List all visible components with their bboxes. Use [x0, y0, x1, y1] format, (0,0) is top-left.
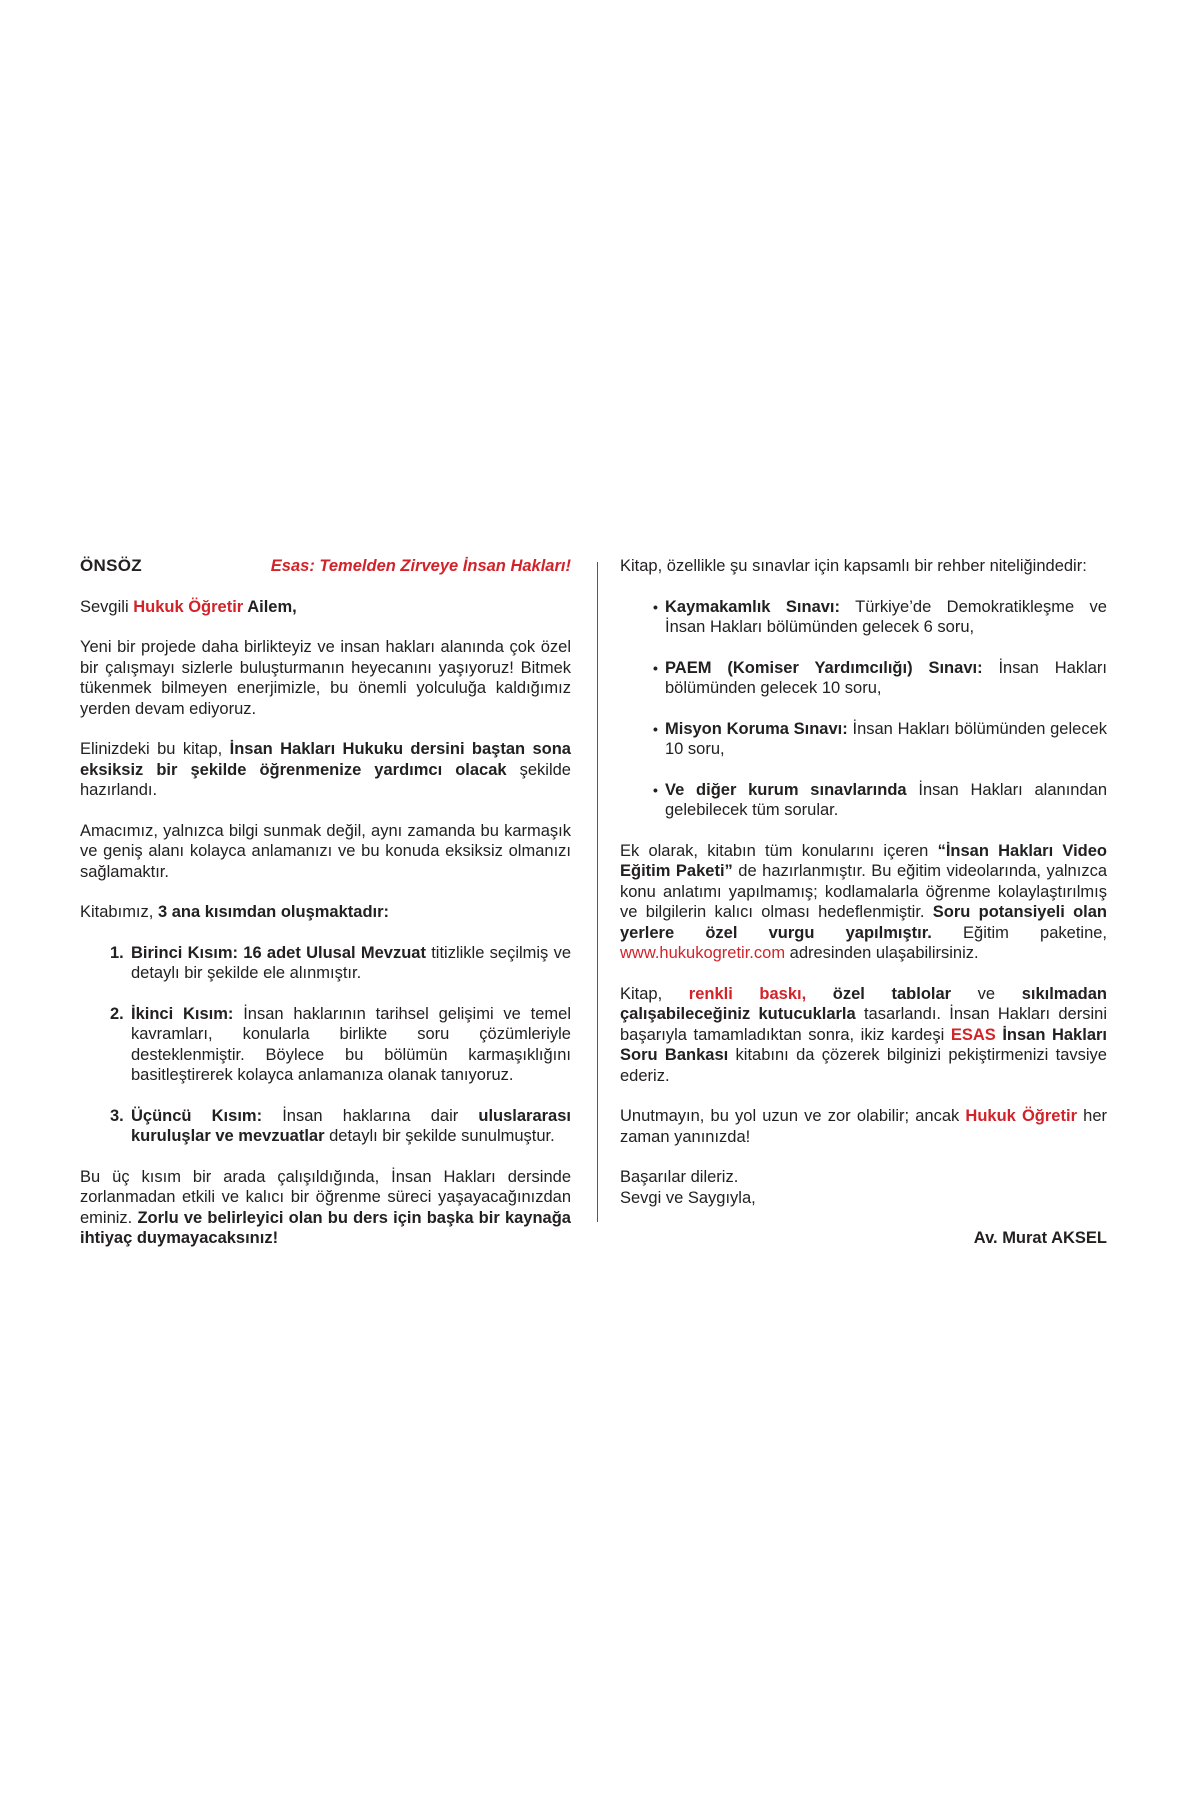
text-segment: İnsan Hakları bölümünden gelecek 10 soru,	[665, 719, 1107, 758]
sister-book-title: İnsan Hakları Soru Bankası	[620, 1025, 1107, 1064]
text-segment: titizlikle seçilmiş ve detaylı bir şekilde ele alınmıştır.	[131, 943, 571, 982]
brand-name: Hukuk Öğretir	[965, 1107, 1077, 1125]
bullet-item	[653, 597, 1107, 638]
exams-intro: Kitap, özellikle şu sınavlar için kapsamlı bir rehber niteliğindedir:	[620, 557, 1087, 575]
bold-segment: özel tablolar	[832, 984, 952, 1003]
page-title: ÖNSÖZ	[80, 556, 142, 575]
text-segment: adresinden ulaşabilirsiniz.	[785, 944, 979, 962]
list-item-text	[131, 1106, 571, 1147]
preface-header	[80, 556, 571, 577]
list-number: 1.	[110, 943, 124, 962]
sister-book-brand: ESAS	[950, 1025, 1003, 1044]
bold-segment: İnsan Hakları Hukuku dersini baştan sona eksiksiz bir şekilde öğrenmenize yardımcı olacak	[80, 740, 571, 779]
text-segment: İnsan Hakları bölümünden gelecek 10 soru,	[665, 658, 1107, 697]
bold-segment: “İnsan Hakları Video Eğitim Paketi”	[620, 841, 1107, 880]
list-item	[110, 1106, 571, 1147]
text-segment: İnsan Hakları alanından gelebilecek tüm sorular.	[665, 780, 1107, 819]
text-segment: Türkiye’de Demokratikleşme ve İnsan Hakları bölümünden gelecek 6 soru,	[665, 597, 1107, 636]
text-segment: ve	[951, 984, 1022, 1003]
exam-name: Kaymakamlık Sınavı:	[665, 597, 841, 616]
text-segment: Elinizdeki bu kitap,	[80, 740, 230, 758]
website-link[interactable]: www.hukukogretir.com	[620, 944, 786, 962]
paragraph-intro: Yeni bir projede daha birlikteyiz ve insan hakları alanında çok özel bir çalışmayı sizlerle buluşturmanın heyecanını yaşıyoruz! Bitmek tükenmek bilmeyen enerjimizle, bu önemli yolculuğa kaldığımız yerden devam ediyoruz.	[80, 638, 571, 718]
list-item	[110, 1004, 571, 1086]
list-number: 2.	[110, 1004, 124, 1023]
bold-segment: 3 ana kısımdan oluşmaktadır:	[157, 903, 390, 921]
paragraph-book	[80, 739, 571, 801]
list-item	[110, 943, 571, 984]
bullet-icon: •	[653, 781, 658, 798]
bullet-icon: •	[653, 720, 658, 737]
list-item-text	[131, 1004, 571, 1086]
book-tagline: Esas: Temelden Zirveye İnsan Hakları!	[270, 557, 571, 575]
text-segment: Kitap,	[620, 984, 689, 1003]
bullet-item-text	[665, 597, 1107, 638]
text-segment: de hazırlanmıştır. Bu eğitim videolarında, yalnızca konu anlatımı yapılmamış; kodlamalarla öğrenme kolaylaştırılmış ve bilgilerin kalıcı olması hedeflenmiştir.	[620, 862, 1107, 921]
farewell-line: Başarılar dileriz.	[620, 1168, 739, 1186]
author-signature: Av. Murat AKSEL	[973, 1229, 1107, 1247]
text-segment: her zaman yanınızda!	[620, 1107, 1107, 1146]
greeting-line	[80, 597, 571, 618]
exam-name: Misyon Koruma Sınavı:	[665, 719, 848, 738]
exam-name: PAEM (Komiser Yardımcılığı) Sınavı:	[665, 658, 983, 677]
exam-name: Ve diğer kurum sınavlarında	[665, 780, 907, 799]
paragraph-parts-lead	[80, 902, 571, 923]
bold-segment: sıkılmadan çalışabileceğiniz kutucuklarla	[620, 984, 1107, 1023]
text-segment: kitabını da çözerek bilginizi pekiştirmenizi tavsiye ederiz.	[620, 1046, 1107, 1085]
text-segment: Eğitim paketine,	[931, 923, 1108, 942]
text-segment: Bu üç kısım bir arada çalışıldığında, İnsan Hakları dersinde zorlanmadan etkili ve kalıcı bir öğrenme süreci yaşayacağınızdan eminiz.	[80, 1167, 571, 1227]
paragraph-closing	[80, 1167, 571, 1249]
exam-bullet-list	[620, 597, 1107, 821]
bullet-item	[653, 719, 1107, 760]
bold-segment: Soru potansiyeli olan yerlere özel vurgu yapılmıştır.	[620, 903, 1107, 942]
bullet-item	[653, 658, 1107, 699]
text-segment: tasarlandı. İnsan Hakları dersini başarıyla tamamladıktan sonra, ikiz kardeşi	[620, 1005, 1107, 1044]
bullet-item-text	[665, 780, 1107, 821]
numbered-list	[80, 943, 571, 1147]
bullet-icon: •	[653, 598, 658, 615]
bold-segment: uluslararası kuruluşlar ve mevzuatlar	[131, 1106, 571, 1145]
red-bold-segment: renkli baskı,	[688, 984, 833, 1003]
paragraph-video-package	[620, 841, 1107, 964]
greeting-post: Ailem,	[243, 597, 297, 616]
right-column	[620, 556, 1107, 1249]
paragraph-remember	[620, 1106, 1107, 1147]
farewell-block	[620, 1167, 1107, 1208]
bold-segment: Zorlu ve belirleyici olan bu ders için başka bir kaynağa ihtiyaç duymayacaksınız!	[80, 1208, 571, 1247]
column-divider	[597, 562, 598, 1222]
text-segment: Unutmayın, bu yol uzun ve zor olabilir; ancak	[620, 1107, 966, 1125]
text-segment: Ek olarak, kitabın tüm konularını içeren	[620, 841, 938, 860]
farewell-line: Sevgi ve Saygıyla,	[620, 1188, 756, 1207]
bullet-item	[653, 780, 1107, 821]
paragraph-design	[620, 984, 1107, 1087]
bullet-item-text	[665, 719, 1107, 760]
text-segment: İnsan haklarının tarihsel gelişimi ve temel kavramları, konularla birlikte soru çözümleriyle desteklenmiştir. Böylece bu bölümün karmaşıklığını basitleştirerek kolayca anlamanıza olanak tanıyoruz.	[131, 1004, 571, 1084]
brand-name: Hukuk Öğretir	[133, 597, 244, 616]
text-segment: şekilde hazırlandı.	[80, 760, 571, 799]
bullet-item-text	[665, 658, 1107, 699]
text-segment: Kitabımız,	[80, 903, 158, 921]
paragraph-aim: Amacımız, yalnızca bilgi sunmak değil, aynı zamanda bu karmaşık ve geniş alanı kolayca anlamanızı ve bu konuda eksiksiz olmanızı sağlamaktır.	[80, 821, 571, 881]
bold-segment: Birinci Kısım: 16 adet Ulusal Mevzuat	[131, 943, 426, 962]
text-segment: detaylı bir şekilde sunulmuştur.	[324, 1127, 555, 1145]
bullet-icon: •	[653, 659, 658, 676]
greeting-pre: Sevgili	[80, 597, 134, 616]
bold-segment: Üçüncü Kısım:	[131, 1106, 263, 1125]
left-column	[80, 556, 571, 1249]
text-segment: İnsan haklarına dair	[262, 1106, 479, 1125]
list-number: 3.	[110, 1106, 124, 1125]
list-item-text	[131, 943, 571, 984]
bold-segment: İkinci Kısım:	[131, 1004, 234, 1023]
